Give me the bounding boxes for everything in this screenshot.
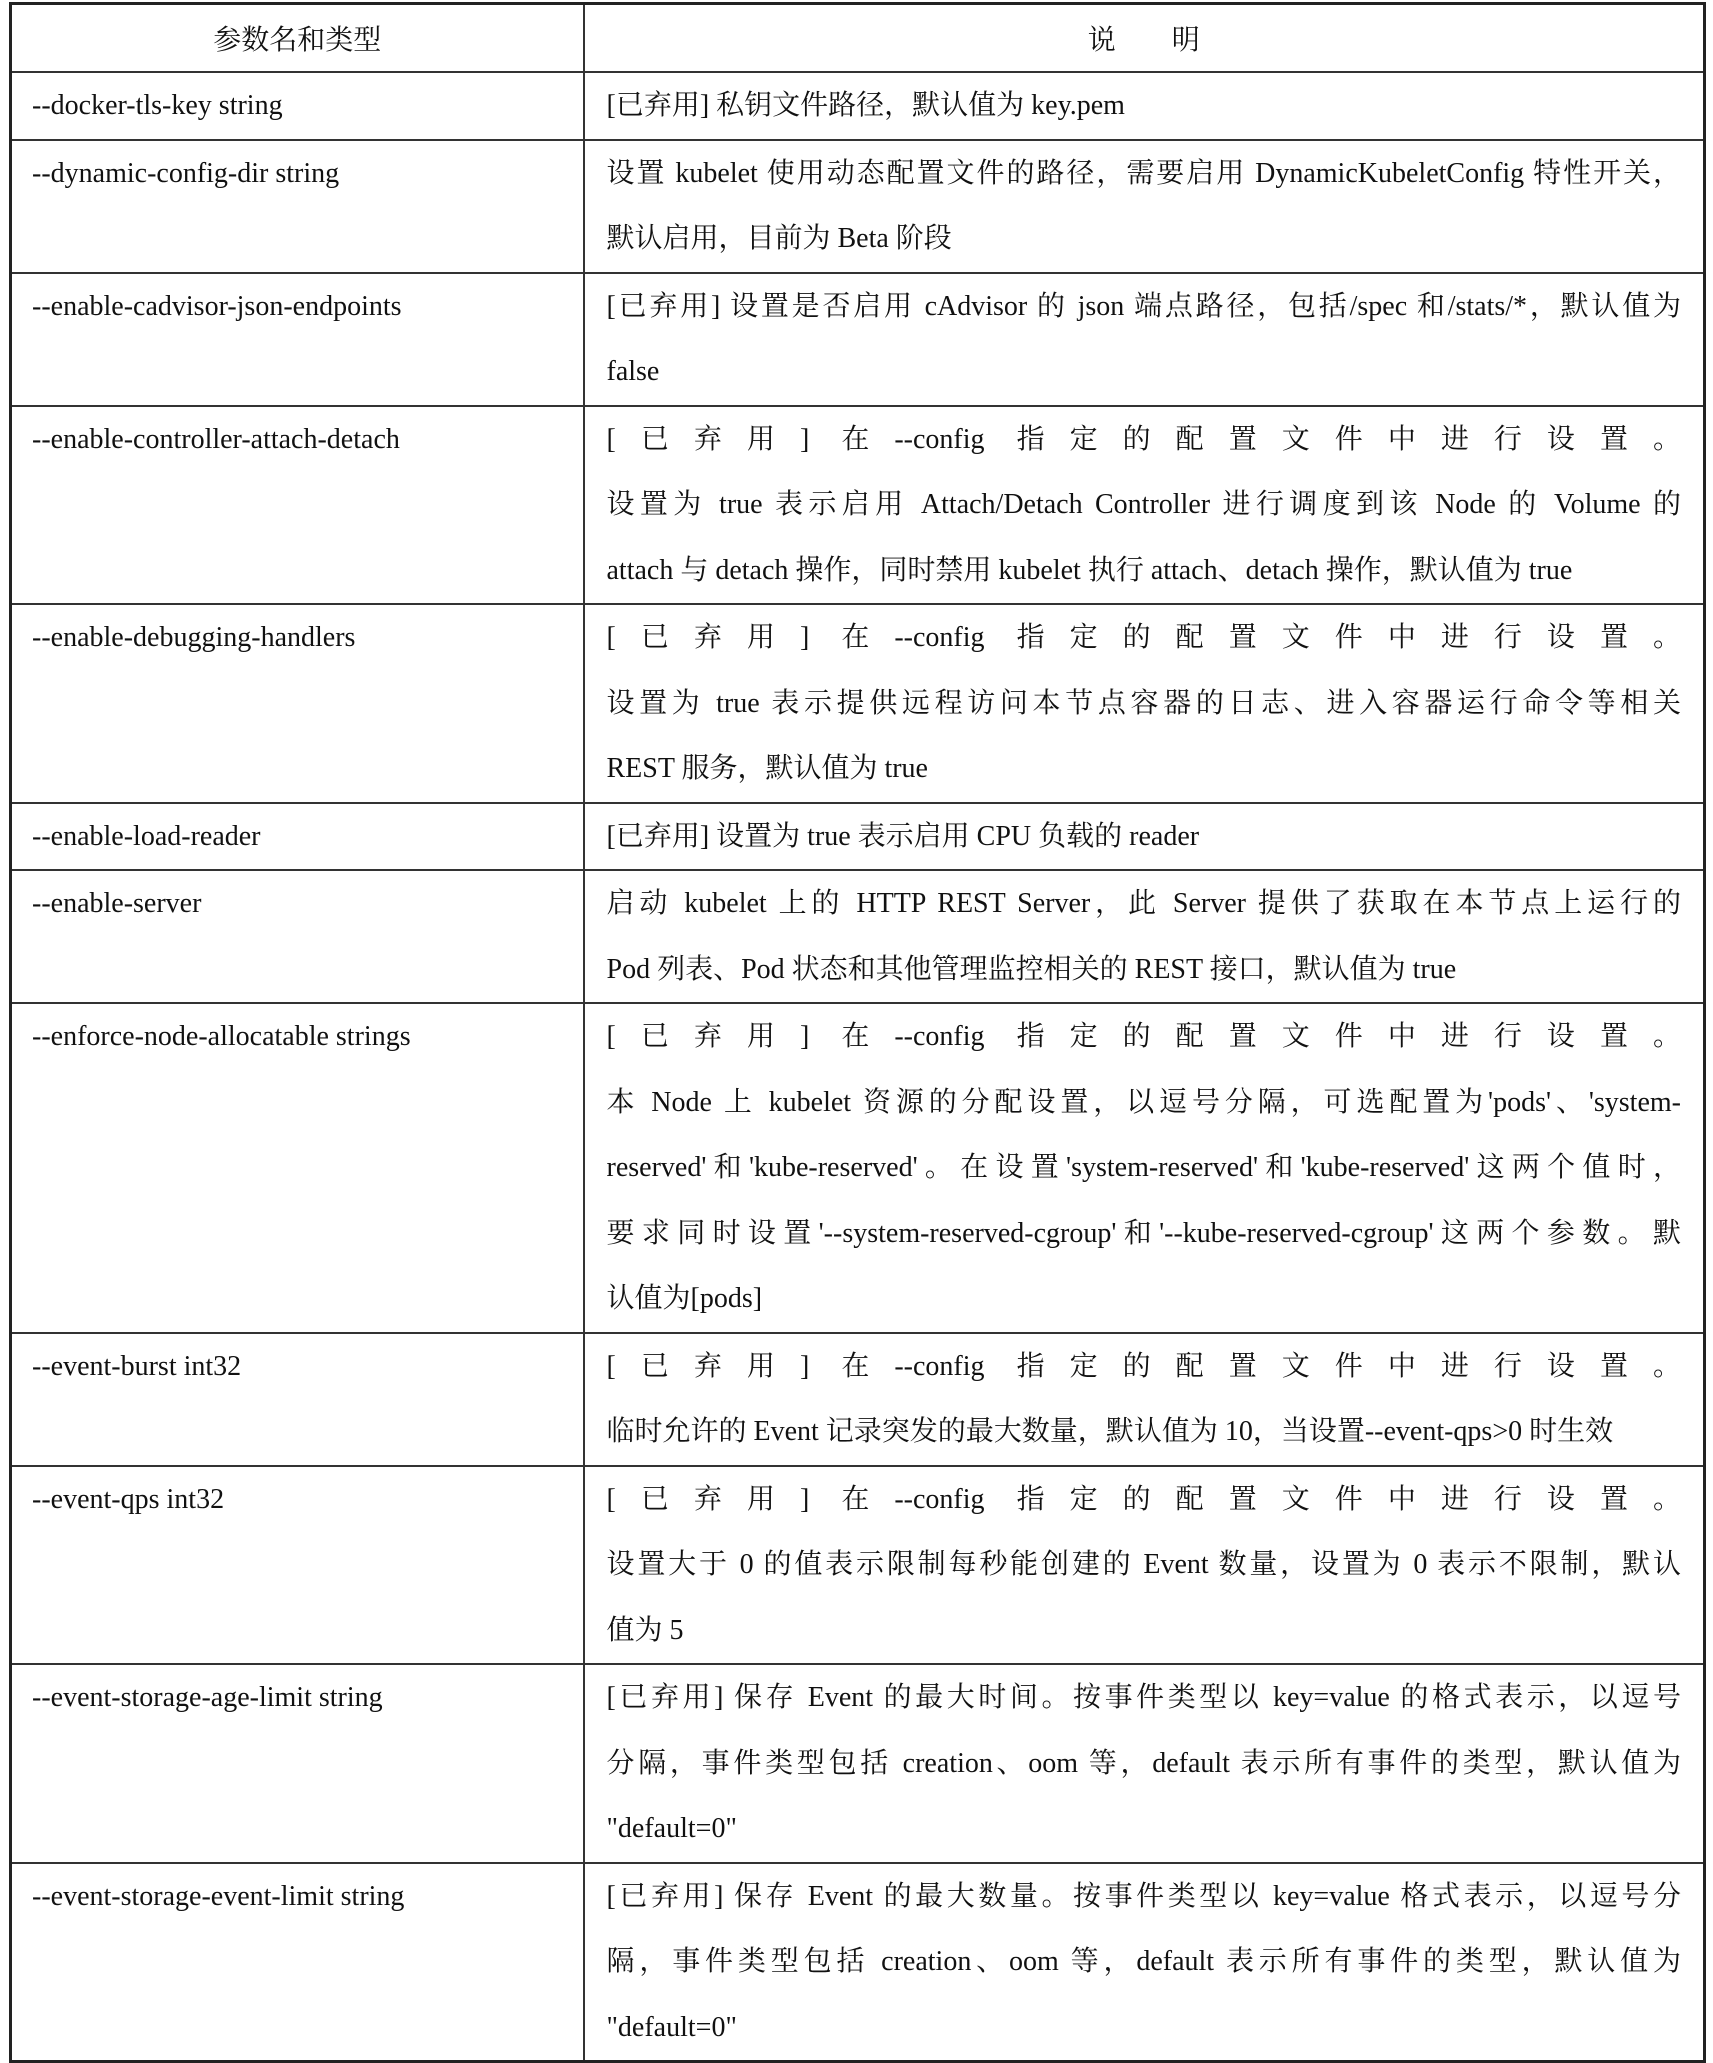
description-line: Pod 列表、Pod 状态和其他管理监控相关的 REST 接口，默认值为 true: [606, 953, 1457, 985]
param-description: [584, 1003, 1705, 1333]
param-name: --event-storage-age-limit string: [11, 1664, 584, 1863]
description-line: 值为 5: [606, 1614, 684, 1646]
description-line: 本 Node 上 kubelet 资源的分配设置，以逗号分隔，可选配置为'pods'、'system-: [606, 1086, 1681, 1118]
description-line: [已弃用] 在--config 指定的配置文件中进行设置。: [606, 622, 1681, 653]
param-name: --dynamic-config-dir string: [11, 140, 584, 273]
description-line: false: [606, 356, 660, 387]
description-line: 设置为 true 表示提供远程访问本节点容器的日志、进入容器运行命令等相关: [606, 687, 1681, 719]
description-line: [已弃用] 私钥文件路径，默认值为 key.pem: [606, 90, 1125, 121]
description-line: REST 服务，默认值为 true: [606, 753, 928, 784]
description-line: 要求同时设置'--system-reserved-cgroup'和'--kube-reserved-cgroup'这两个参数。默: [606, 1217, 1681, 1249]
description-line: 分隔，事件类型包括 creation、oom 等，default 表示所有事件的类型，默认值为: [606, 1747, 1681, 1779]
param-description: [584, 406, 1705, 605]
table-row: [11, 1664, 1705, 1863]
param-description: [584, 273, 1705, 406]
table-row: [11, 140, 1705, 273]
description-line: [已弃用] 在--config 指定的配置文件中进行设置。: [606, 1350, 1681, 1382]
table-row: [11, 273, 1705, 406]
param-description: [584, 1664, 1705, 1863]
description-line: 默认启用，目前为 Beta 阶段: [606, 223, 952, 254]
table-row: [11, 1003, 1705, 1333]
parameter-table: [9, 2, 1706, 2063]
description-line: [已弃用] 在--config 指定的配置文件中进行设置。: [606, 423, 1681, 455]
description-line: [已弃用] 保存 Event 的最大数量。按事件类型以 key=value 格式表示，以逗号分: [606, 1880, 1681, 1912]
param-description: [584, 140, 1705, 273]
description-line: [已弃用] 在--config 指定的配置文件中进行设置。: [606, 1021, 1681, 1052]
description-line: 启动 kubelet 上的 HTTP REST Server，此 Server 提供了获取在本节点上运行的: [606, 888, 1681, 919]
param-name: --enable-debugging-handlers: [11, 604, 584, 803]
description-line: 认值为[pods]: [606, 1283, 763, 1314]
table-row: [11, 1333, 1705, 1466]
param-description: [584, 1466, 1705, 1665]
description-line: "default=0": [606, 2011, 737, 2043]
description-line: "default=0": [606, 1813, 737, 1844]
description-line: 临时允许的 Event 记录突发的最大数量，默认值为 10，当设置--event-qps>0 时生效: [606, 1416, 1614, 1447]
description-line: attach 与 detach 操作，同时禁用 kubelet 执行 attach、detach 操作，默认值为 true: [606, 554, 1573, 586]
param-description: [584, 604, 1705, 803]
param-name: --enable-server: [11, 870, 584, 1003]
description-line: [已弃用] 在--config 指定的配置文件中进行设置。: [606, 1483, 1681, 1515]
table-body: [11, 72, 1705, 2062]
table-row: [11, 604, 1705, 803]
param-name: --event-burst int32: [11, 1333, 584, 1466]
header-description: 说 明: [584, 4, 1705, 73]
description-line: reserved'和'kube-reserved'。在设置'system-reserved'和'kube-reserved'这两个值时，: [606, 1152, 1681, 1183]
param-name: --event-qps int32: [11, 1466, 584, 1665]
param-description: [584, 1333, 1705, 1466]
description-line: 设置 kubelet 使用动态配置文件的路径，需要启用 DynamicKubeletConfig 特性开关，: [606, 157, 1681, 189]
param-description: [584, 803, 1705, 871]
table-row: [11, 1466, 1705, 1665]
description-line: 设置为 true 表示启用 Attach/Detach Controller 进行调度到该 Node 的 Volume 的: [606, 489, 1681, 520]
description-line: 隔，事件类型包括 creation、oom 等，default 表示所有事件的类型，默认值为: [606, 1946, 1681, 1977]
param-name: --docker-tls-key string: [11, 72, 584, 140]
param-name: --event-storage-event-limit string: [11, 1863, 584, 2062]
param-description: [584, 870, 1705, 1003]
table-row: [11, 72, 1705, 140]
description-line: 设置大于 0 的值表示限制每秒能创建的 Event 数量，设置为 0 表示不限制，默认: [606, 1549, 1681, 1580]
description-line: [已弃用] 设置是否启用 cAdvisor 的 json 端点路径，包括/spec 和/stats/*，默认值为: [606, 290, 1681, 322]
param-description: [584, 1863, 1705, 2062]
table-row: [11, 1863, 1705, 2062]
param-name: --enforce-node-allocatable strings: [11, 1003, 584, 1333]
table-row: [11, 803, 1705, 871]
table-header-row: [11, 4, 1705, 73]
description-line: [已弃用] 设置为 true 表示启用 CPU 负载的 reader: [606, 820, 1200, 852]
header-param-name-type: 参数名和类型: [11, 4, 584, 73]
table-row: [11, 406, 1705, 605]
param-description: [584, 72, 1705, 140]
description-line: [已弃用] 保存 Event 的最大时间。按事件类型以 key=value 的格式表示，以逗号: [606, 1682, 1681, 1713]
table-row: [11, 870, 1705, 1003]
param-name: --enable-controller-attach-detach: [11, 406, 584, 605]
param-name: --enable-cadvisor-json-endpoints: [11, 273, 584, 406]
param-name: --enable-load-reader: [11, 803, 584, 871]
